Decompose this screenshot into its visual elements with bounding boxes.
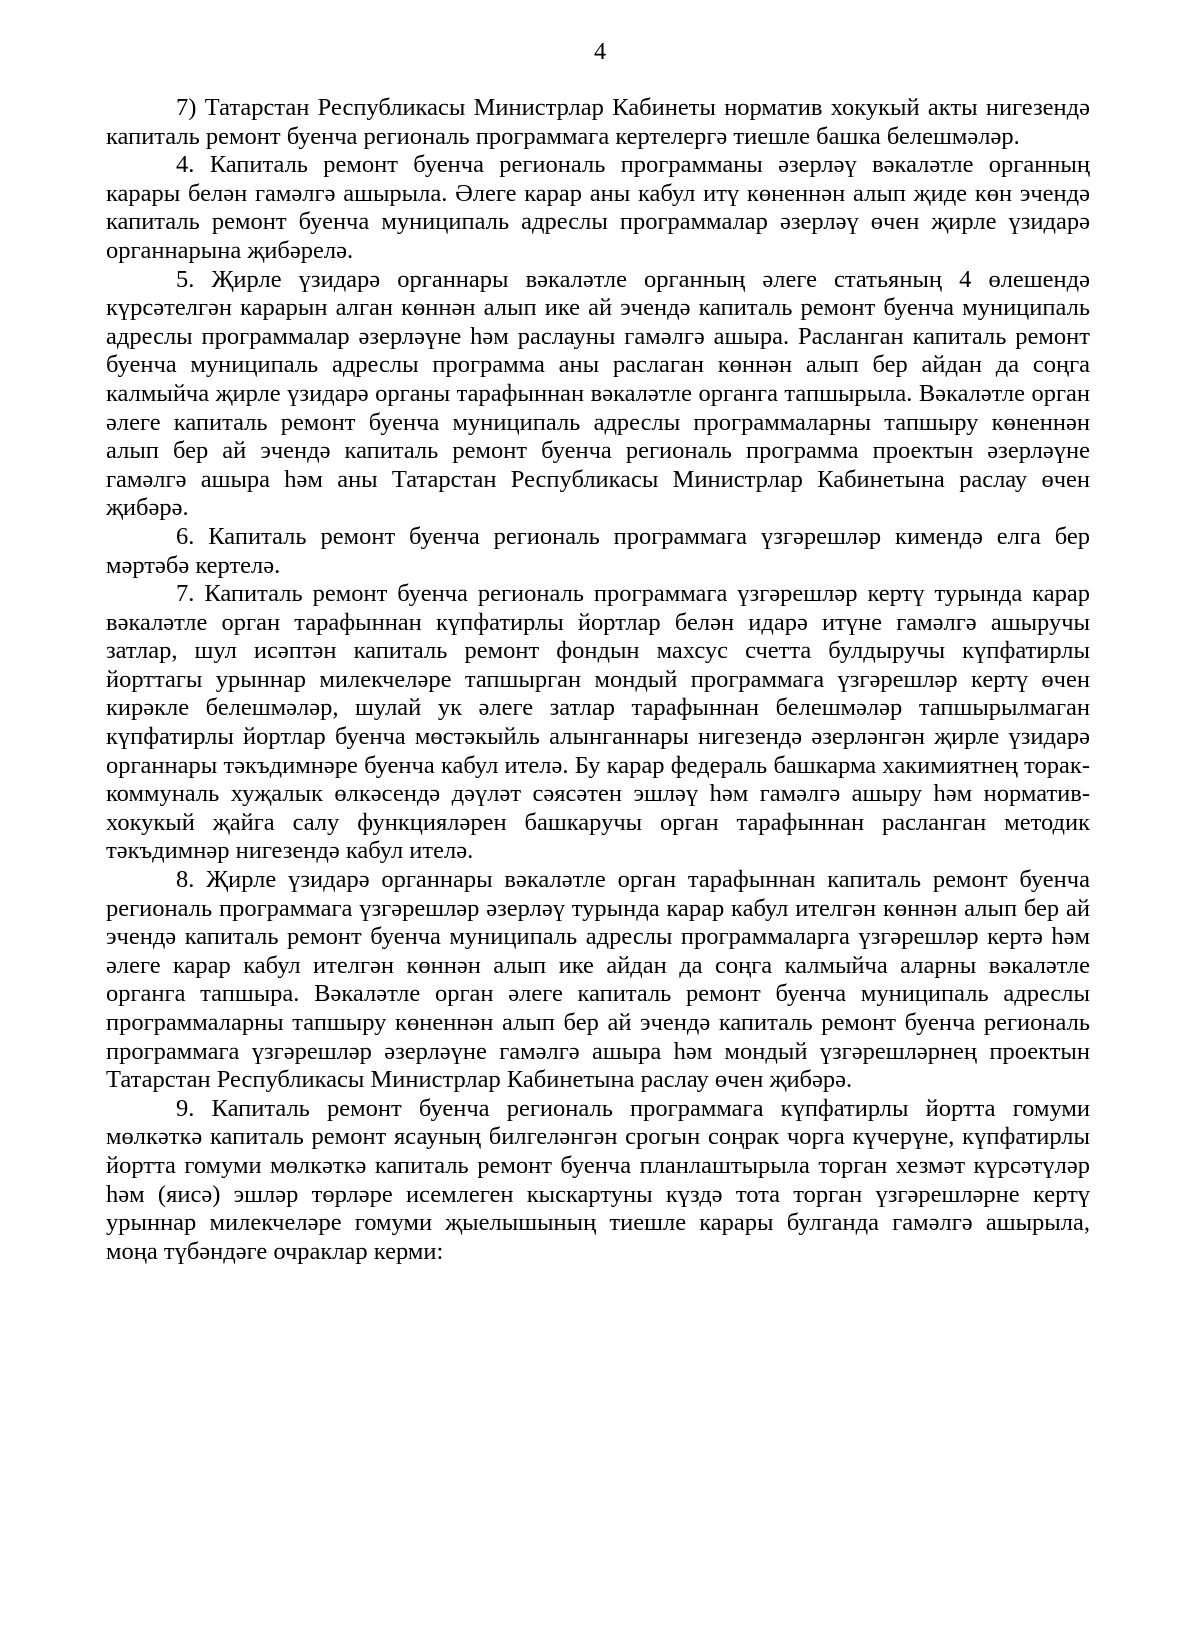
paragraph-item-5: 5. Җирле үзидарә органнары вәкаләтле органның әлеге статьяның 4 өлешендә күрсәтелгән карарын алган көннән алып ике ай эчендә капиталь ремонт буенча муниципаль адреслы программалар әзерләүне һәм раслауны гамәлгә ашыра. Расланган капиталь ремонт буенча муниципаль адреслы программа аны раслаган көннән алып бер айдан да соңга калмыйча җирле үзидарә органы тарафыннан вәкаләтле органга тапшырыла. Вәкаләтле орган әлеге капиталь ремонт буенча муниципаль адреслы программаларны тапшыру көненнән алып бер ай эчендә капиталь ремонт буенча региональ программа проектын әзерләүне гамәлгә ашыра һәм аны Татарстан Республикасы Министрлар Кабинетына раслау өчен җибәрә.	[106, 265, 1090, 522]
paragraph-item-8: 8. Җирле үзидарә органнары вәкаләтле орган тарафыннан капиталь ремонт буенча региональ программага үзгәрешләр әзерләү турында карар кабул ителгән көннән алып бер ай эчендә капиталь ремонт буенча муниципаль адреслы программаларга үзгәрешләр кертә һәм әлеге карар кабул ителгән көннән алып ике айдан да соңга калмыйча аларны вәкаләтле органга тапшыра. Вәкаләтле орган әлеге капиталь ремонт буенча муниципаль адреслы программаларны тапшыру көненнән алып бер ай эчендә капиталь ремонт буенча региональ программага үзгәрешләр әзерләүне гамәлгә ашыра һәм мондый үзгәрешләрнең проектын Татарстан Республикасы Министрлар Кабинетына раслау өчен җибәрә.	[106, 866, 1090, 1094]
paragraph-item-7: 7. Капиталь ремонт буенча региональ программага үзгәрешләр кертү турында карар вәкаләтле орган тарафыннан күпфатирлы йортлар белән идарә итүне гамәлгә ашыручы затлар, шул исәптән капиталь ремонт фондын махсус счетта булдыручы күпфатирлы йорттагы урыннар милекчеләре тапшырган мондый программага үзгәрешләр кертү өчен кирәкле белешмәләр, шулай ук әлеге затлар тарафыннан белешмәләр тапшырылмаган күпфатирлы йортлар буенча мөстәкыйль алынганнары нигезендә әзерләнгән җирле үзидарә органнары тәкъдимнәре буенча кабул ителә. Бу карар федераль башкарма хакимиятнең торак-коммуналь хуҗалык өлкәсендә дәүләт сәясәтен эшләү һәм гамәлгә ашыру һәм норматив-хокукый җайга салу функцияләрен башкаручы орган тарафыннан расланган методик тәкъдимнәр нигезендә кабул ителә.	[106, 580, 1090, 865]
document-body	[106, 94, 1090, 1266]
paragraph-item-4: 4. Капиталь ремонт буенча региональ программаны әзерләү вәкаләтле органның карары белән гамәлгә ашырыла. Әлеге карар аны кабул итү көненнән алып җиде көн эчендә капиталь ремонт буенча муниципаль адреслы программалар әзерләү өчен җирле үзидарә органнарына җибәрелә.	[106, 151, 1090, 264]
paragraph-subitem-7: 7) Татарстан Республикасы Министрлар Кабинеты норматив хокукый акты нигезендә капиталь ремонт буенча региональ программага кертелергә тиешле башка белешмәләр.	[106, 94, 1090, 150]
page-number: 4	[594, 39, 606, 65]
paragraph-item-9: 9. Капиталь ремонт буенча региональ программага күпфатирлы йортта гомуми мөлкәткә капиталь ремонт ясауның билгеләнгән срогын соңрак чорга күчерүне, күпфатирлы йортта гомуми мөлкәткә капиталь ремонт буенча планлаштырыла торган хезмәт күрсәтүләр һәм (яисә) эшләр төрләре исемлеген кыскартуны күздә тота торган үзгәрешләрне кертү урыннар милекчеләре гомуми җыелышының тиешле карары булганда гамәлгә ашырыла, моңа түбәндәге очраклар керми:	[106, 1094, 1090, 1265]
paragraph-item-6: 6. Капиталь ремонт буенча региональ программага үзгәрешләр кимендә елга бер мәртәбә кертелә.	[106, 522, 1090, 579]
